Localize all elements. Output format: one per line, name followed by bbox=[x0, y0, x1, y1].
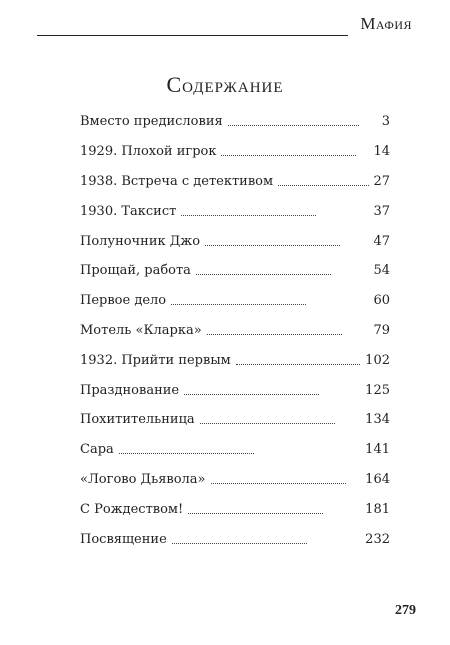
toc-entry-title: Празднование bbox=[80, 382, 180, 398]
toc-entry-title: Полуночник Джо bbox=[80, 233, 201, 249]
toc-entry-page: 232 bbox=[365, 531, 390, 547]
dot-leader bbox=[119, 453, 254, 454]
dot-leader bbox=[236, 364, 361, 365]
dot-leader bbox=[200, 423, 335, 424]
toc-entry-title: Первое дело bbox=[80, 293, 167, 309]
toc-entry-page: 102 bbox=[365, 352, 390, 368]
dot-leader bbox=[184, 394, 319, 395]
toc-entry-page: 141 bbox=[365, 442, 390, 458]
toc-entry-title: 1932. Прийти первым bbox=[80, 352, 231, 368]
running-header bbox=[37, 14, 412, 36]
toc-entry-title: 1930. Таксист bbox=[80, 203, 177, 219]
dot-leader bbox=[211, 483, 346, 484]
toc-entry bbox=[80, 494, 390, 524]
dot-leader bbox=[188, 513, 323, 514]
toc-entry bbox=[80, 375, 390, 405]
toc-entry-page: 134 bbox=[365, 412, 390, 428]
toc-list bbox=[80, 107, 390, 554]
dot-leader bbox=[207, 334, 342, 335]
dot-leader bbox=[196, 274, 331, 275]
toc-entry-page: 79 bbox=[373, 322, 390, 338]
toc-entry-page: 54 bbox=[373, 263, 390, 279]
toc-entry-page: 181 bbox=[365, 501, 390, 517]
toc-entry bbox=[80, 226, 390, 256]
toc-entry-title: Вместо предисловия bbox=[80, 114, 223, 130]
toc-entry bbox=[80, 167, 390, 197]
toc-entry-page: 125 bbox=[365, 382, 390, 398]
toc-entry-title: «Логово Дьявола» bbox=[80, 471, 206, 487]
dot-leader bbox=[228, 125, 359, 126]
toc-entry-title: Прощай, работа bbox=[80, 263, 191, 279]
toc-entry-title: Мотель «Кларка» bbox=[80, 322, 202, 338]
toc-entry bbox=[80, 465, 390, 495]
running-title: Мафия bbox=[360, 14, 412, 33]
toc-entry-title: Сара bbox=[80, 442, 114, 458]
toc-entry bbox=[80, 196, 390, 226]
toc-entry-title: С Рождеством! bbox=[80, 501, 184, 517]
toc-entry-title: Похитительница bbox=[80, 412, 195, 428]
dot-leader bbox=[221, 155, 356, 156]
toc-entry-title: 1929. Плохой игрок bbox=[80, 144, 217, 160]
dot-leader bbox=[205, 245, 340, 246]
toc-entry bbox=[80, 524, 390, 554]
toc-entry-page: 37 bbox=[373, 203, 390, 219]
toc-entry bbox=[80, 107, 390, 137]
page-number: 279 bbox=[395, 603, 416, 618]
toc-entry-page: 27 bbox=[373, 173, 390, 189]
header-rule bbox=[37, 35, 348, 36]
toc-entry bbox=[80, 345, 390, 375]
toc-title: Содержание bbox=[166, 72, 284, 97]
toc-entry-title: Посвящение bbox=[80, 531, 167, 547]
toc-entry-page: 164 bbox=[365, 471, 390, 487]
toc-entry-page: 14 bbox=[373, 144, 390, 160]
toc-entry-page: 47 bbox=[373, 233, 390, 249]
dot-leader bbox=[171, 304, 306, 305]
dot-leader bbox=[172, 543, 307, 544]
dot-leader bbox=[278, 185, 368, 186]
dot-leader bbox=[181, 215, 316, 216]
toc-entry-page: 3 bbox=[381, 114, 390, 130]
toc-entry-page: 60 bbox=[373, 293, 390, 309]
toc-entry bbox=[80, 316, 390, 346]
toc-entry bbox=[80, 405, 390, 435]
toc-entry-title: 1938. Встреча с детективом bbox=[80, 173, 274, 189]
toc-entry bbox=[80, 137, 390, 167]
toc-entry bbox=[80, 256, 390, 286]
toc-entry bbox=[80, 286, 390, 316]
toc-entry bbox=[80, 435, 390, 465]
